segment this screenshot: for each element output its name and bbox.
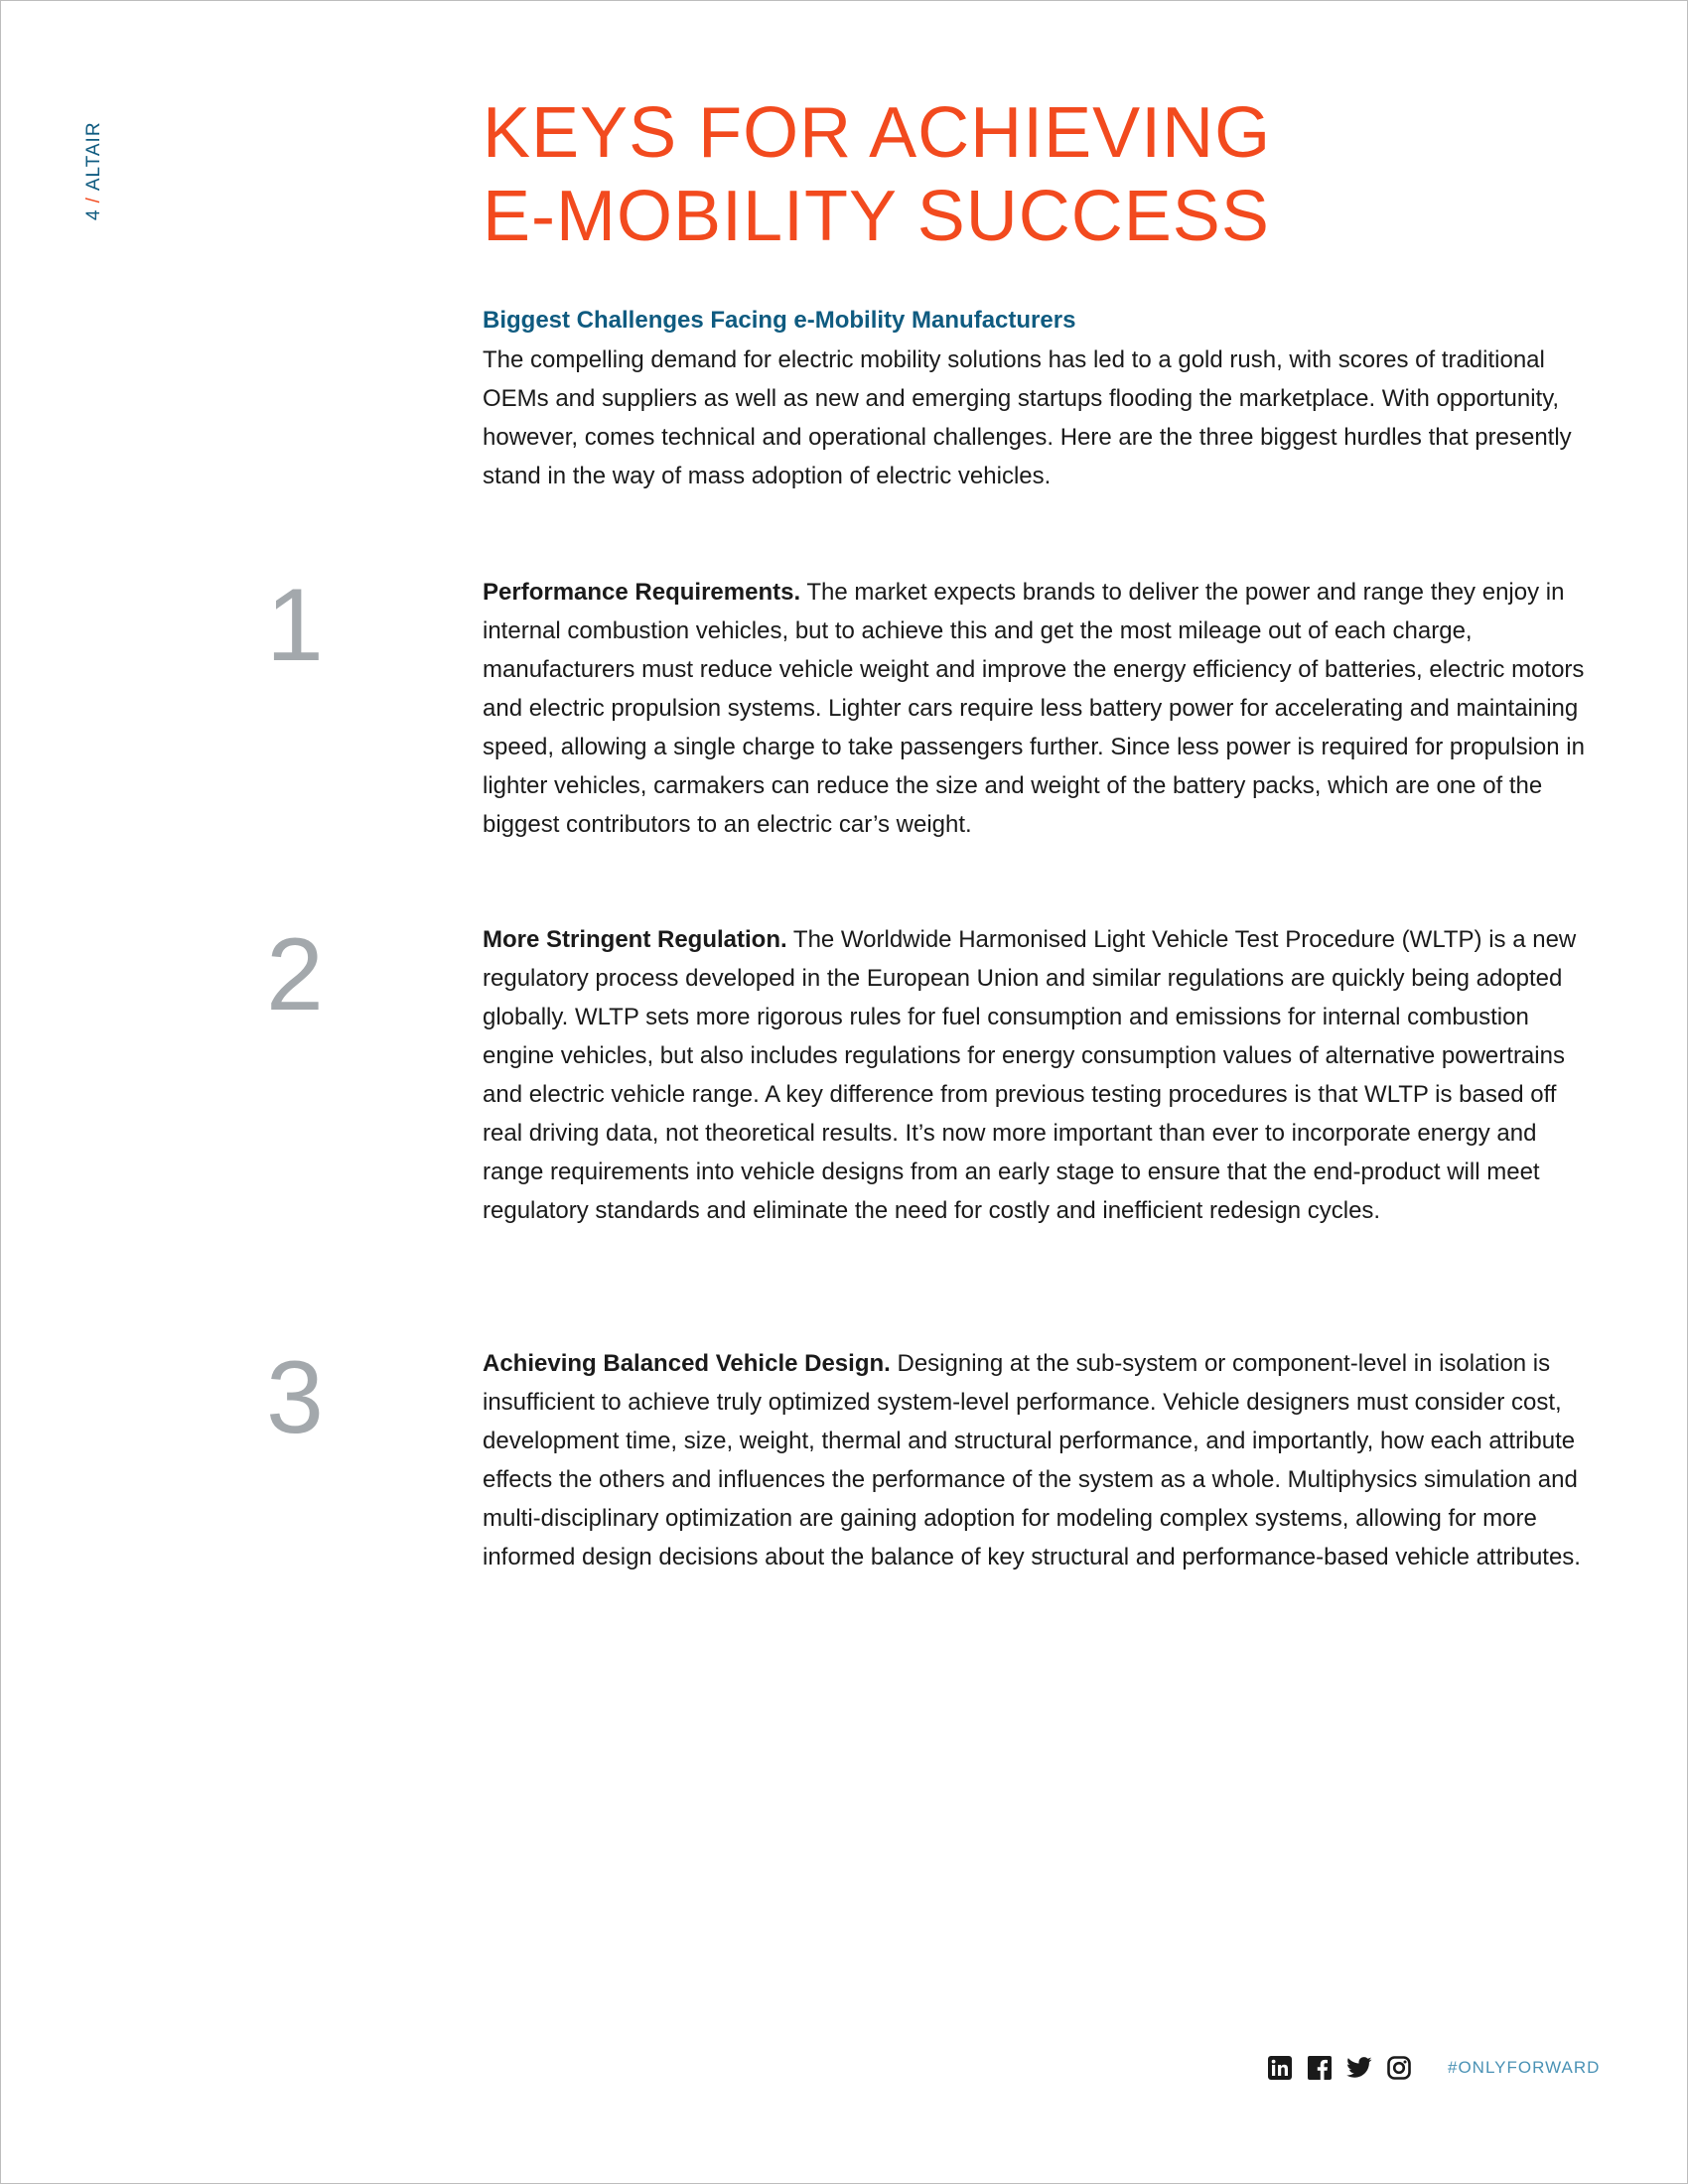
page-title <box>483 91 1575 258</box>
title-line-2: E-MOBILITY SUCCESS <box>483 177 1270 256</box>
facebook-icon[interactable] <box>1307 2055 1333 2081</box>
item-text-3: Designing at the sub-system or component-level in isolation is insufficient to achieve truly optimized system-level performance. Vehicle designers must consider cost, development time, size, weight, thermal and structural performance, and importantly, how each attribute effects the others and influences the performance of the system as a whole. Multiphysics simulation and multi-disciplinary optimization are gaining adoption for modeling complex systems, allowing for more informed design decisions about the balance of key structural and performance-based vehicle attributes. <box>483 1350 1581 1570</box>
item-text-1: The market expects brands to deliver the power and range they enjoy in internal combustion vehicles, but to achieve this and get the most mileage out of each charge, manufacturers must reduce vehicle weight and improve the energy efficiency of batteries, electric motors and electric propulsion systems. Lighter cars require less battery power for accelerating and maintaining speed, allowing a single charge to take passengers further. Since less power is required for propulsion in lighter vehicles, carmakers can reduce the size and weight of the battery packs, which are one of the biggest contributors to an electric car’s weight. <box>483 579 1585 838</box>
item-lead-1: Performance Requirements. <box>483 579 801 606</box>
item-number-2: 2 <box>266 917 324 1032</box>
section-subheading: Biggest Challenges Facing e-Mobility Manufacturers <box>483 307 1076 334</box>
instagram-icon[interactable] <box>1386 2055 1412 2081</box>
challenge-item-1 <box>483 573 1595 844</box>
item-lead-3: Achieving Balanced Vehicle Design. <box>483 1350 891 1377</box>
item-number-3: 3 <box>266 1340 324 1455</box>
side-brand: ALTAIR <box>83 121 104 192</box>
item-lead-2: More Stringent Regulation. <box>483 926 787 953</box>
side-slash: / <box>83 197 104 204</box>
twitter-icon[interactable] <box>1346 2055 1372 2081</box>
social-footer <box>1267 2055 1600 2081</box>
side-page-label <box>83 121 105 220</box>
item-number-1: 1 <box>266 568 324 683</box>
hashtag-link[interactable]: #ONLYFORWARD <box>1448 2058 1601 2077</box>
page-number: 4 <box>83 208 104 220</box>
challenge-item-3 <box>483 1344 1595 1576</box>
item-text-2: The Worldwide Harmonised Light Vehicle Test Procedure (WLTP) is a new regulatory process developed in the European Union and similar regulations are quickly being adopted globally. WLTP sets more rigorous rules for fuel consumption and emissions for internal combustion engine vehicles, but also includes regulations for energy consumption values of alternative powertrains and electric vehicle range. A key difference from previous testing procedures is that WLTP is based off real driving data, not theoretical results. It’s now more important than ever to incorporate energy and range requirements into vehicle designs from an early stage to ensure that the end-product will meet regulatory standards and eliminate the need for costly and inefficient redesign cycles. <box>483 926 1577 1224</box>
intro-paragraph: The compelling demand for electric mobility solutions has led to a gold rush, with scores of traditional OEMs and suppliers as well as new and emerging startups flooding the marketplace. With opportunity, however, comes technical and operational challenges. Here are the three biggest hurdles that presently stand in the way of mass adoption of electric vehicles. <box>483 346 1572 489</box>
challenge-item-2 <box>483 920 1595 1230</box>
title-line-1: KEYS FOR ACHIEVING <box>483 93 1272 173</box>
linkedin-icon[interactable] <box>1267 2055 1293 2081</box>
